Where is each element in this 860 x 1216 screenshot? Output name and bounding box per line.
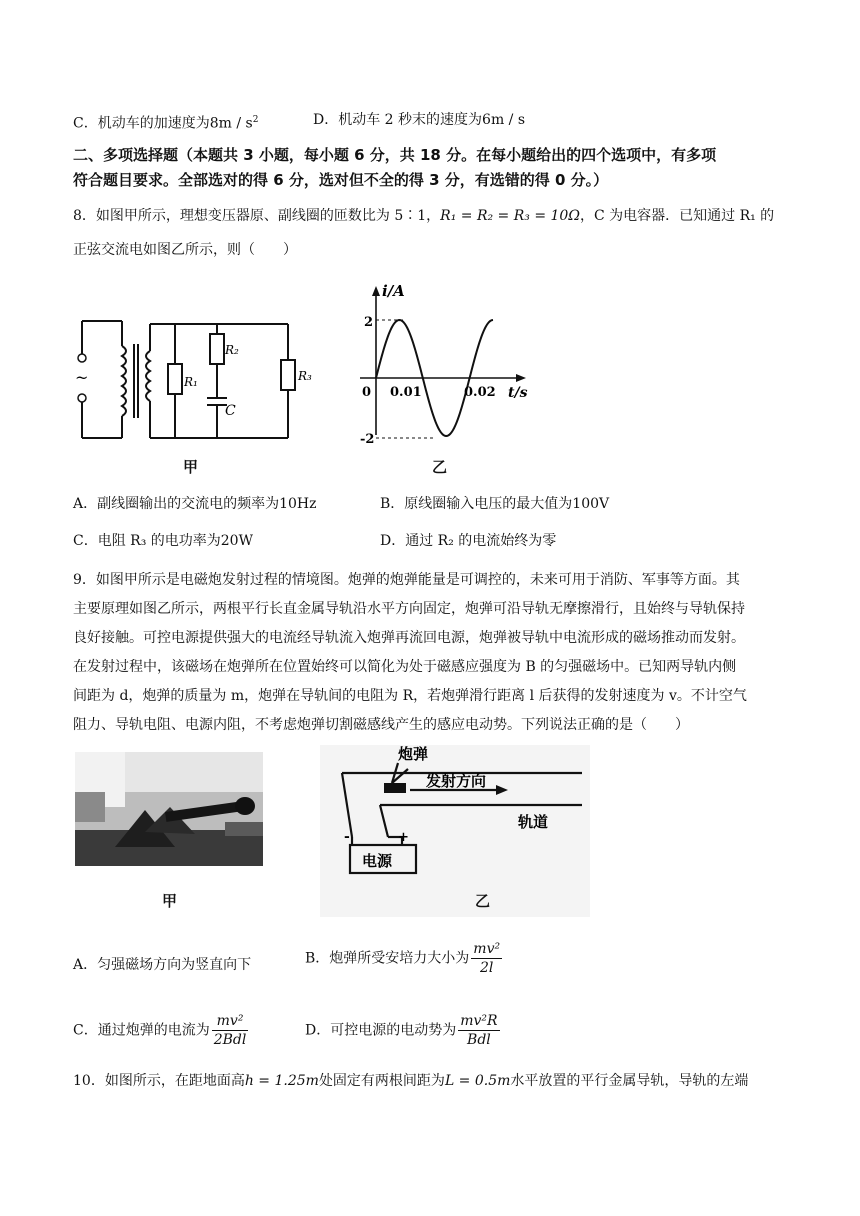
graph-ylabel: i/A xyxy=(382,282,405,300)
q9-stem-line: 间距为 d，炮弹的质量为 m，炮弹在导轨间的电阻为 R，若炮弹滑行距离 l 后获得的发射速度为 v。不计空气 xyxy=(73,688,747,704)
q8-option-d: D．通过 R₂ 的电流始终为零 xyxy=(380,533,557,549)
q9-fig-jia-label: 甲 xyxy=(162,892,178,910)
r2-label: R₂ xyxy=(225,343,239,357)
q9-stem-line: 在发射过程中，该磁场在炮弹所在位置始终可以简化为处于磁感应强度为 B 的匀强磁场中。已知两导轨内侧 xyxy=(73,659,737,675)
label-shell: 炮弹 xyxy=(398,745,429,763)
q8-current-graph xyxy=(340,280,540,450)
ac-source-symbol: ~ xyxy=(75,368,89,387)
shell-block xyxy=(384,783,406,793)
q7-option-d: D．机动车 2 秒末的速度为6m / s xyxy=(313,112,526,128)
label-direction: 发射方向 xyxy=(426,772,487,790)
q10-stem-line1: 10．如图所示，在距地面高h = 1.25m处固定有两根间距为L = 0.5m水平放置的平行金属导轨，导轨的左端 xyxy=(73,1073,749,1089)
q8-option-c: C．电阻 R₃ 的电功率为20W xyxy=(73,533,253,549)
graph-tick-y2: 2 xyxy=(364,315,374,330)
graph-tick-002: 0.02 xyxy=(464,385,496,400)
q8-option-b: B．原线圈输入电压的最大值为100V xyxy=(380,496,610,512)
q9-stem-line: 9．如图甲所示是电磁炮发射过程的情境图。炮弹的炮弹能量是可调控的，未来可用于消防、军事等方面。其 xyxy=(73,572,740,588)
q8-option-a: A．副线圈输出的交流电的频率为10Hz xyxy=(73,496,317,512)
label-minus: - xyxy=(344,829,350,845)
q9-option-a: A．匀强磁场方向为竖直向下 xyxy=(73,957,252,973)
graph-xlabel: t/s xyxy=(508,385,528,401)
q8-fig-jia-label: 甲 xyxy=(183,458,199,476)
label-rail: 轨道 xyxy=(518,813,549,831)
label-source: 电源 xyxy=(362,852,393,870)
c-label: C xyxy=(225,403,236,419)
q9-stem-line: 阻力、导轨电阻、电源内阻，不考虑炮弹切割磁感线产生的感应电动势。下列说法正确的是（ ） xyxy=(73,717,689,733)
q8-stem-line2: 正弦交流电如图乙所示，则（ ） xyxy=(73,242,297,258)
q9-option-b: B．炮弹所受安培力大小为 $\frac{\text{mv²}}{2l}$ xyxy=(305,941,501,976)
graph-origin: 0 xyxy=(362,385,372,400)
q7-option-c: C．机动车的加速度为$8m / s^2$ xyxy=(73,115,259,132)
railgun-schematic xyxy=(320,745,590,917)
graph-tick-001: 0.01 xyxy=(390,385,422,400)
q9-stem-line: 良好接触。可控电源提供强大的电流经导轨流入炮弹再流回电源，炮弹被导轨中电流形成的磁场推动而发射。 xyxy=(73,630,745,646)
q9-stem-line: 主要原理如图乙所示，两根平行长直金属导轨沿水平方向固定，炮弹可沿导轨无摩擦滑行，且始终与导轨保持 xyxy=(73,601,745,617)
q9-option-d: D．可控电源的电动势为 $\frac{\text{mv²R}}{\text{Bdl}}$ xyxy=(305,1013,498,1048)
r3-label: R₃ xyxy=(298,369,312,383)
railgun-photo xyxy=(75,752,263,866)
q8-fig-yi-label: 乙 xyxy=(432,458,448,476)
graph-tick-yneg2: -2 xyxy=(360,432,375,447)
section2-heading-line1: 二、多项选择题（本题共 3 小题，每小题 6 分，共 18 分。在每小题给出的四个选项中，有多项 xyxy=(73,146,717,164)
r1-label: R₁ xyxy=(184,375,198,389)
section2-heading-line2: 符合题目要求。全部选对的得 6 分，选对但不全的得 3 分，有选错的得 0 分。） xyxy=(73,171,609,189)
q8-stem-line1: 8．如图甲所示，理想变压器原、副线圈的匝数比为 5∶1，R₁ = R₂ = R₃ = 10Ω，C 为电容器．已知通过 R₁ 的 xyxy=(73,208,775,224)
q9-fig-yi-label: 乙 xyxy=(475,892,491,910)
label-plus: + xyxy=(398,830,409,845)
q9-option-c: C．通过炮弹的电流为 $\frac{\text{mv²}}{\text{2Bdl}}$ xyxy=(73,1013,247,1048)
q8-circuit-diagram xyxy=(72,316,312,446)
